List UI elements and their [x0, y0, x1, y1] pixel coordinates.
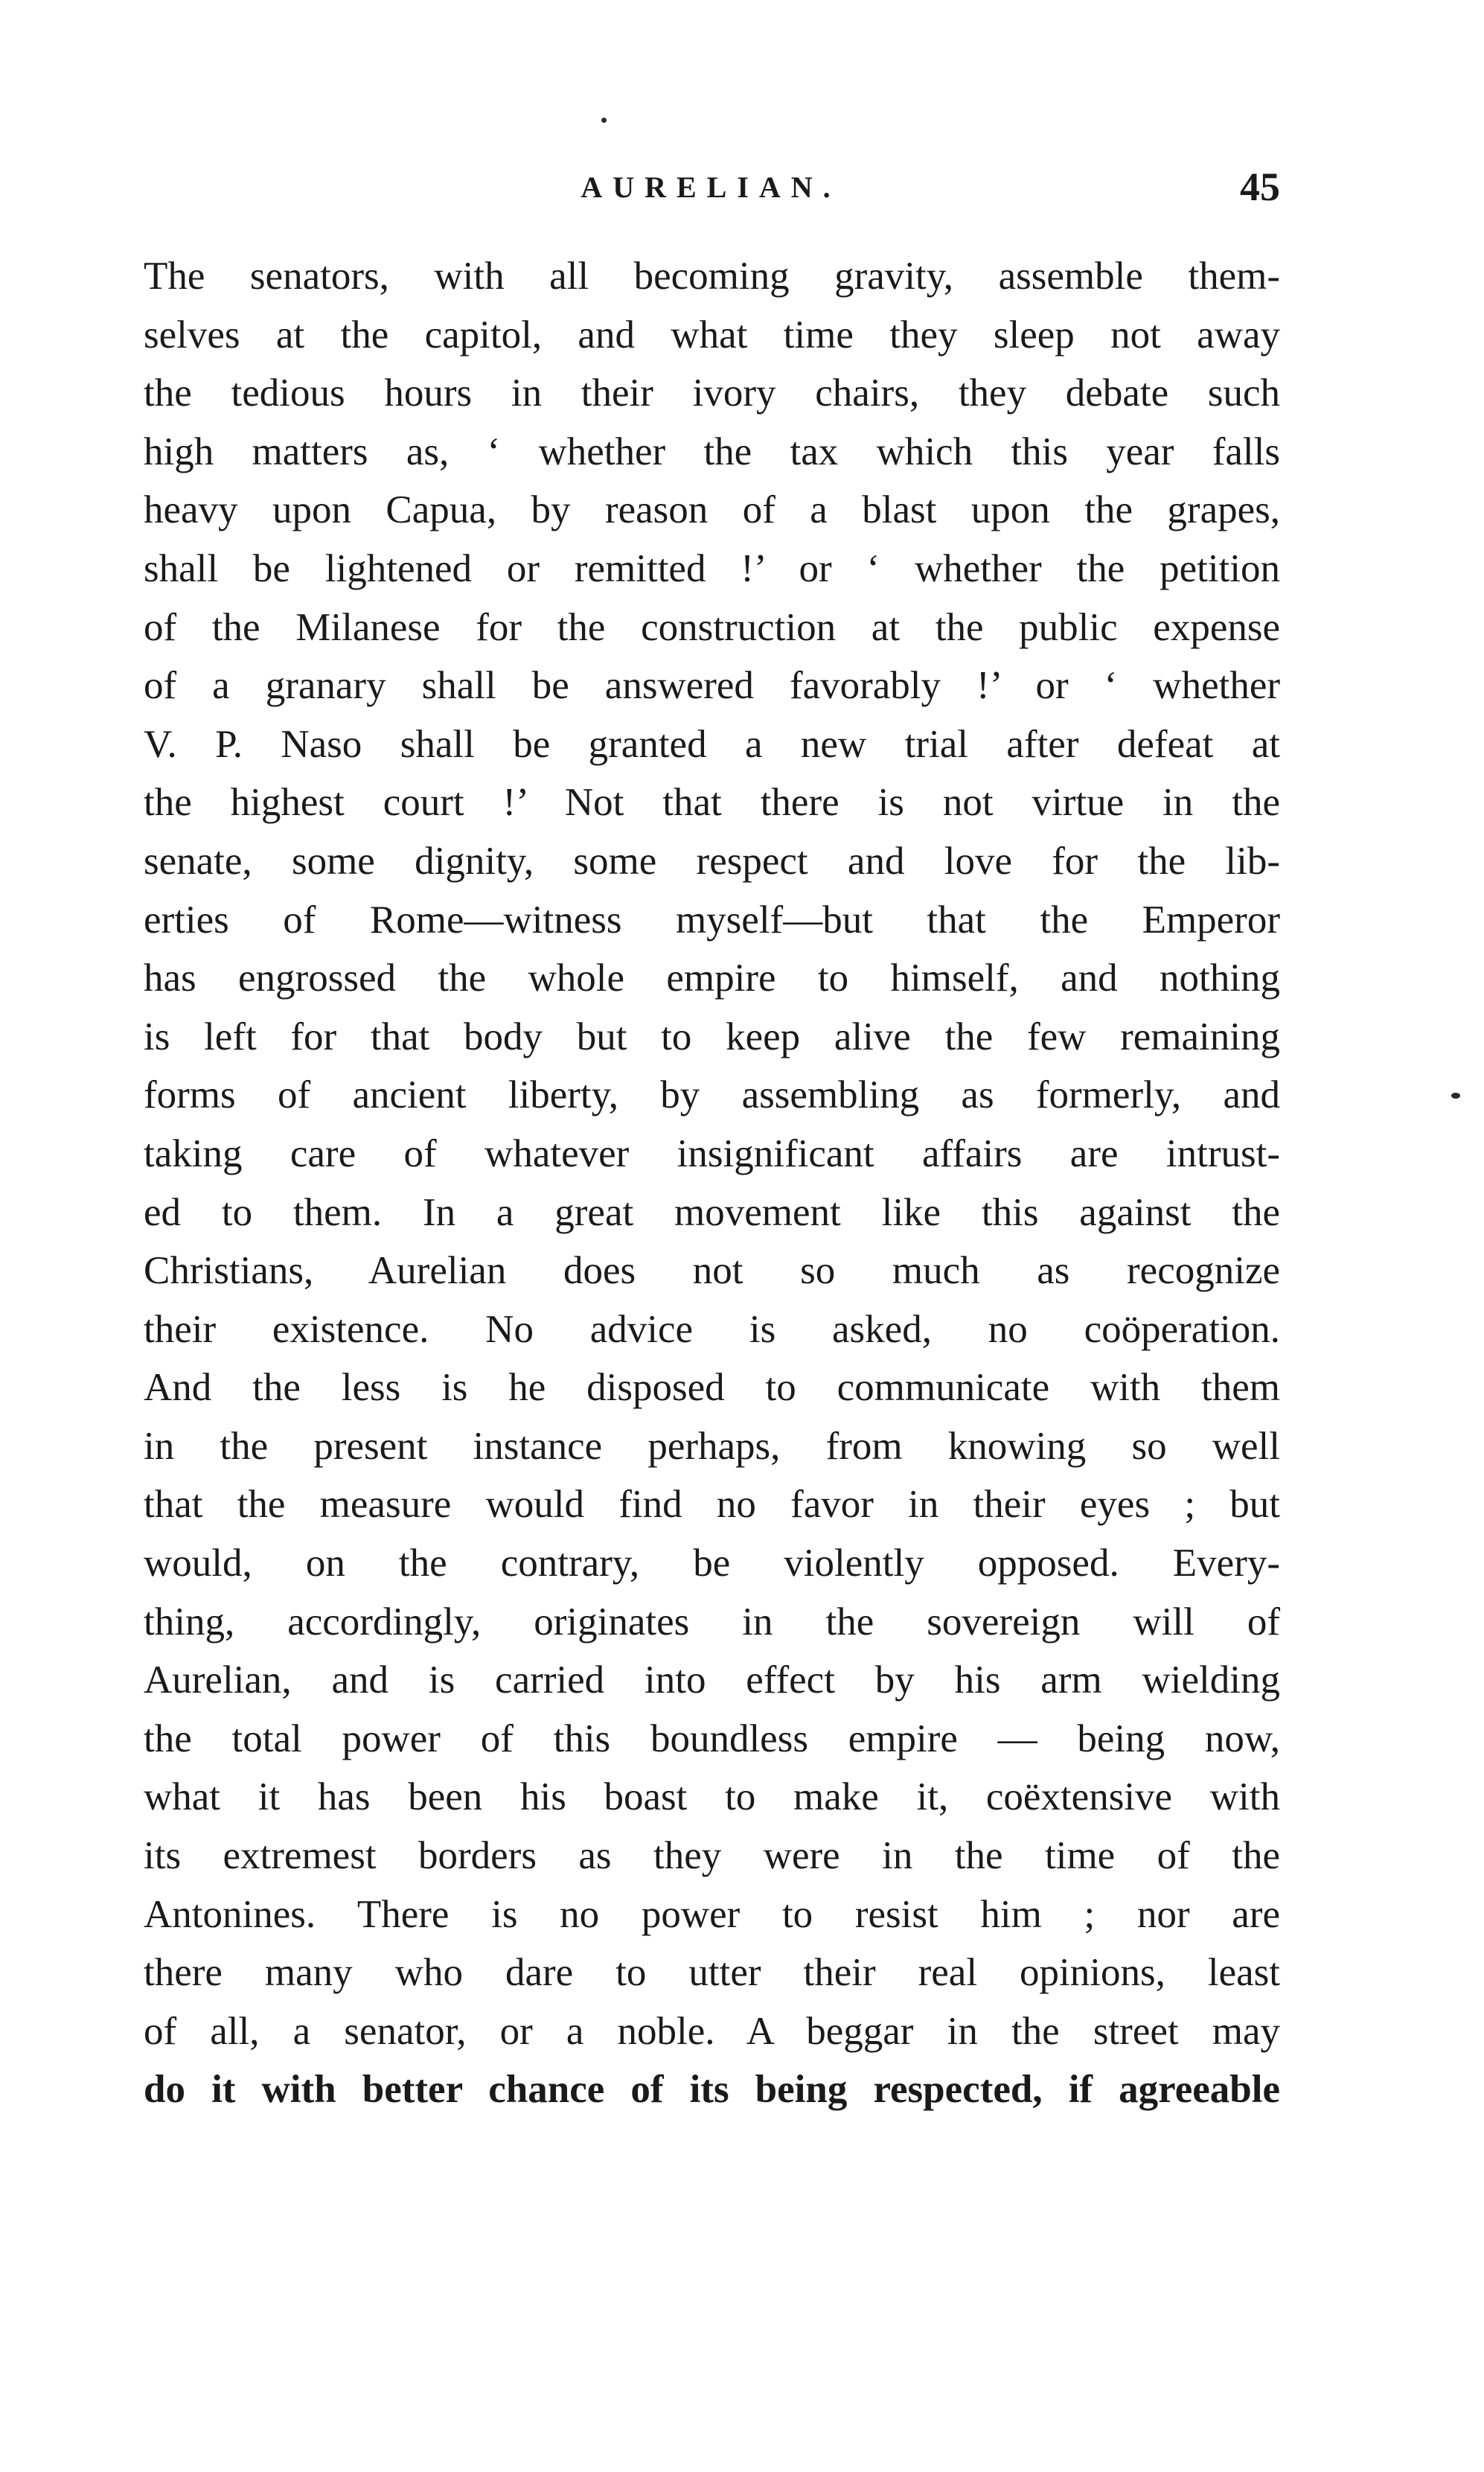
text-line: The senators, with all becoming gravity, assemble them- [144, 255, 1280, 298]
text-line: of all, a senator, or a noble. A beggar in the street may [144, 2009, 1280, 2053]
text-line: the tedious hours in their ivory chairs, they debate such [144, 371, 1280, 415]
text-line: And the less is he disposed to communicate with them [144, 1366, 1280, 1410]
body-text [144, 247, 1280, 2119]
text-line: selves at the capitol, and what time they sleep not away [144, 313, 1280, 357]
text-line: ed to them. In a great movement like this against the [144, 1190, 1280, 1234]
text-line: there many who dare to utter their real opinions, least [144, 1951, 1280, 1995]
text-line: what it has been his boast to make it, coëxtensive with [144, 1775, 1280, 1819]
text-line: Aurelian, and is carried into effect by his arm wielding [144, 1658, 1280, 1702]
text-line: heavy upon Capua, by reason of a blast upon the grapes, [144, 488, 1280, 532]
text-line: shall be lightened or remitted !’ or ‘ whether the petition [144, 546, 1280, 590]
text-line: senate, some dignity, some respect and love for the lib- [144, 839, 1280, 883]
text-line: in the present instance perhaps, from knowing so well [144, 1424, 1280, 1468]
print-speck [601, 118, 607, 123]
text-line: that the measure would find no favor in their eyes ; but [144, 1483, 1280, 1527]
text-line: thing, accordingly, originates in the sovereign will of [144, 1600, 1280, 1644]
running-title: AURELIAN. [581, 170, 841, 204]
text-line: of a granary shall be answered favorably !’ or ‘ whether [144, 664, 1280, 708]
text-line: has engrossed the whole empire to himself, and nothing [144, 956, 1280, 1000]
text-line: Antonines. There is no power to resist him ; nor are [144, 1892, 1280, 1936]
text-line: erties of Rome—witness myself—but that the Emperor [144, 898, 1280, 942]
text-line: of the Milanese for the construction at the public expense [144, 605, 1280, 649]
text-line: is left for that body but to keep alive the few remaining [144, 1015, 1280, 1058]
text-line: V. P. Naso shall be granted a new trial after defeat at [144, 722, 1280, 766]
print-speck [1451, 1093, 1460, 1099]
text-line: would, on the contrary, be violently opposed. Every- [144, 1542, 1280, 1585]
text-line: the highest court !’ Not that there is not virtue in the [144, 781, 1280, 825]
text-line: forms of ancient liberty, by assembling as formerly, and [144, 1073, 1280, 1117]
page-number: 45 [1240, 165, 1280, 209]
text-line: high matters as, ‘ whether the tax which this year falls [144, 429, 1280, 473]
text-line: do it with better chance of its being respected, if agreeable [144, 2068, 1280, 2112]
text-line: Christians, Aurelian does not so much as recognize [144, 1249, 1280, 1293]
text-line: the total power of this boundless empire — being now, [144, 1716, 1280, 1760]
page-header [141, 165, 1280, 214]
text-line: its extremest borders as they were in the time of the [144, 1834, 1280, 1878]
text-line: their existence. No advice is asked, no coöperation. [144, 1307, 1280, 1351]
text-line: taking care of whatever insignificant affairs are intrust- [144, 1131, 1280, 1175]
